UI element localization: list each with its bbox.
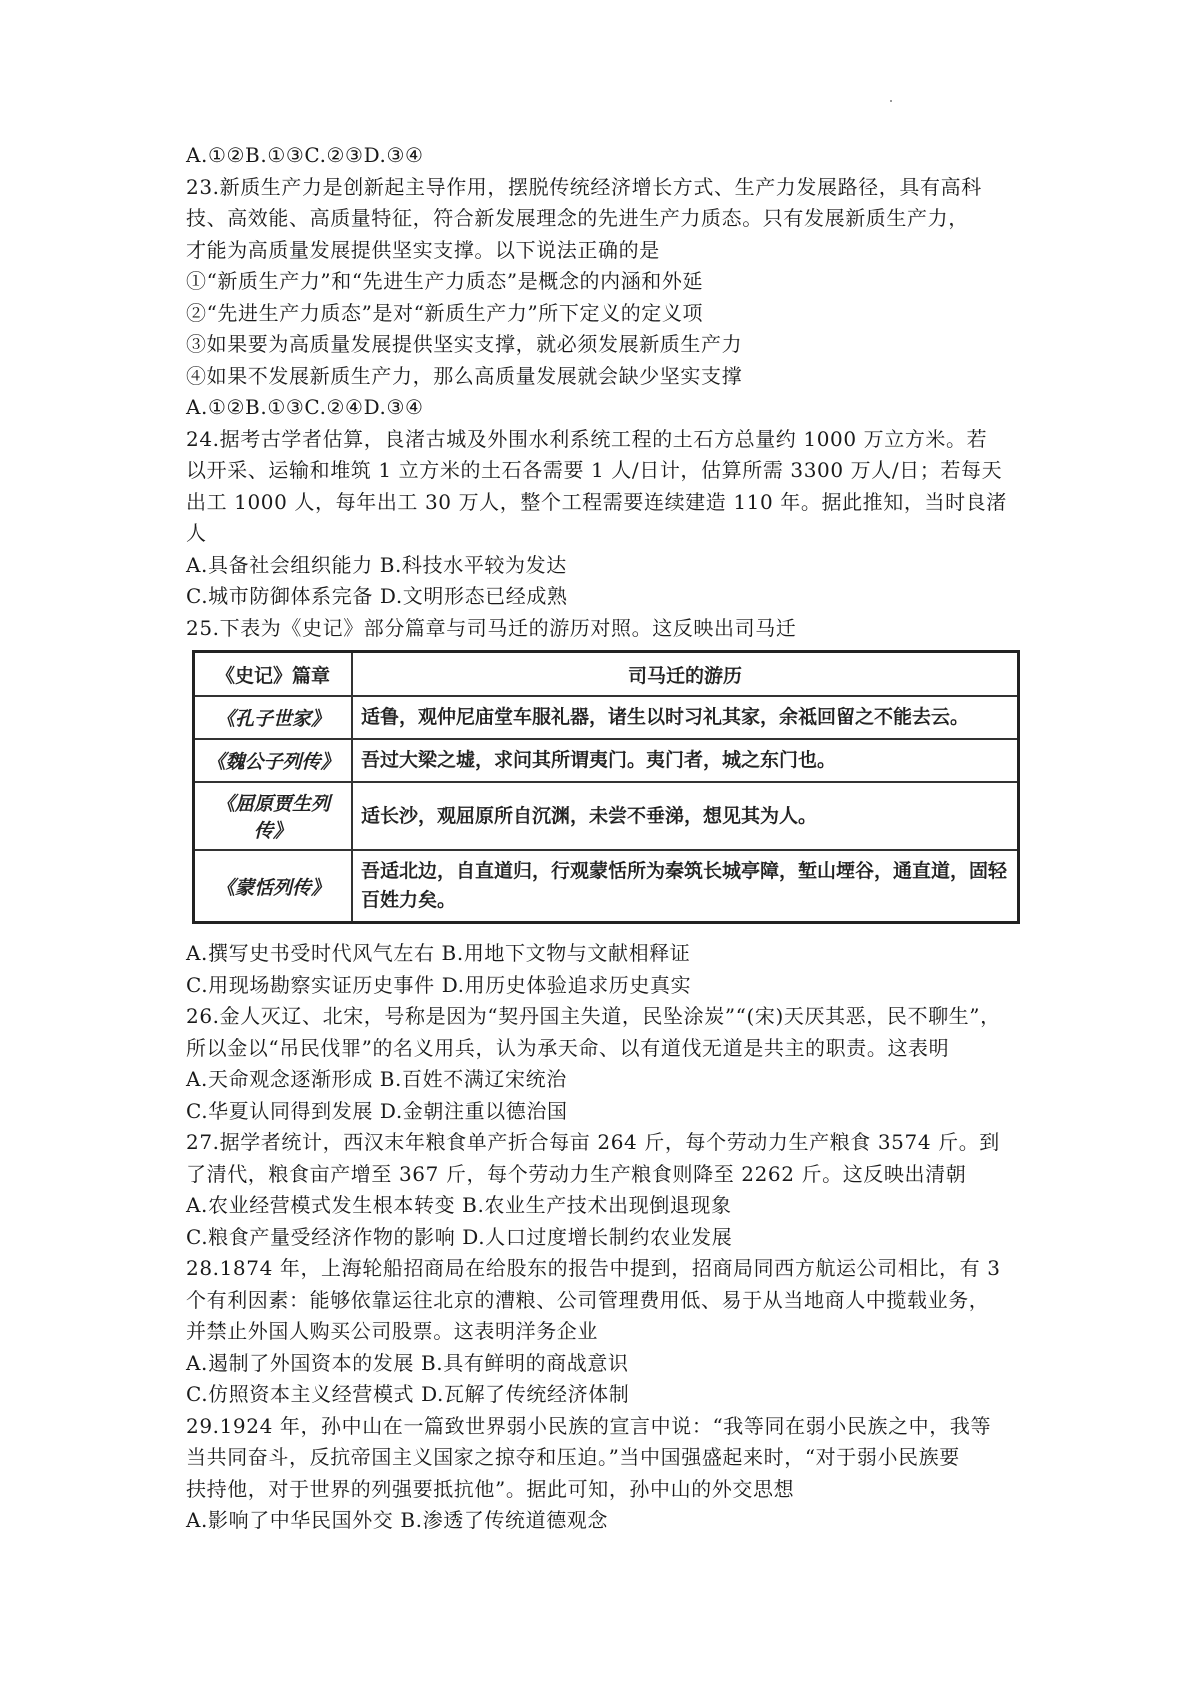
- q26-option-line: A.天命观念逐渐形成 B.百姓不满辽宋统治: [186, 1067, 567, 1091]
- q27-option-line: A.农业经营模式发生根本转变 B.农业生产技术出现倒退现象: [186, 1193, 732, 1217]
- q23-stem-line: 才能为高质量发展提供坚实支撑。以下说法正确的是: [186, 237, 660, 262]
- q29-stem-line: 当共同奋斗，反抗帝国主义国家之掠夺和压迫。”当中国强盛起来时，“对于弱小民族要: [186, 1445, 960, 1469]
- q22-options: A.①②B.①③C.②③D.③④: [186, 143, 424, 167]
- table-cell-travel: 吾过大梁之墟，求问其所谓夷门。夷门者，城之东门也。: [352, 739, 1019, 782]
- table-row: [194, 696, 1019, 739]
- q27-stem-line: 27.据学者统计，西汉末年粮食单产折合每亩 264 斤，每个劳动力生产粮食 3574 斤。到: [186, 1130, 1000, 1154]
- table-cell-chapter: 《蒙恬列传》: [194, 850, 353, 923]
- table-cell-travel: 吾适北边，自直道归，行观蒙恬所为秦筑长城亭障，堑山堙谷，通直道，固轻百姓力矣。: [352, 850, 1019, 923]
- table-row: [194, 850, 1019, 923]
- table-header-cell: 《史记》篇章: [194, 652, 353, 697]
- shiji-travel-table: [192, 650, 1020, 924]
- q29-stem-line: 29.1924 年，孙中山在一篇致世界弱小民族的宣言中说：“我等同在弱小民族之中，我等: [186, 1413, 992, 1438]
- table-row: [194, 782, 1019, 850]
- table-row: [194, 739, 1019, 782]
- q24-stem-line: 以开采、运输和堆筑 1 立方米的土石各需要 1 人/日计，估算所需 3300 万人/日；若每天: [186, 458, 1003, 482]
- q27-option-line: C.粮食产量受经济作物的影响 D.人口过度增长制约农业发展: [186, 1224, 733, 1249]
- q23-item: ①“新质生产力”和“先进生产力质态”是概念的内涵和外延: [186, 269, 704, 293]
- q28-option-line: A.遏制了外国资本的发展 B.具有鲜明的商战意识: [186, 1350, 629, 1375]
- q24-stem-line: 出工 1000 人，每年出工 30 万人，整个工程需要连续建造 110 年。据此推知，当时良渚: [186, 489, 1007, 514]
- question-23: [186, 172, 1036, 424]
- q25-option-line: C.用现场勘察实证历史事件 D.用历史体验追求历史真实: [186, 972, 692, 997]
- q23-stem-line: 技、高效能、高质量特征，符合新发展理念的先进生产力质态。只有发展新质生产力，: [186, 206, 969, 230]
- q23-stem-line: 23.新质生产力是创新起主导作用，摆脱传统经济增长方式、生产力发展路径，具有高科: [186, 174, 982, 199]
- q24-stem-line: 24.据考古学者估算，良渚古城及外围水利系统工程的土石方总量约 1000 万立方米。若: [186, 426, 988, 451]
- table-header-row: [194, 652, 1019, 697]
- q27-stem-line: 了清代，粮食亩产增至 367 斤，每个劳动力生产粮食则降至 2262 斤。这反映出清朝: [186, 1161, 967, 1186]
- q24-option-line: A.具备社会组织能力 B.科技水平较为发达: [186, 552, 567, 577]
- shiji-table-wrap: [192, 650, 1036, 924]
- q23-item: ④如果不发展新质生产力，那么高质量发展就会缺少坚实支撑: [186, 363, 743, 388]
- q24-stem-line: 人: [186, 521, 207, 545]
- q23-item: ②“先进生产力质态”是对“新质生产力”所下定义的定义项: [186, 300, 704, 325]
- q23-options: A.①②B.①③C.②④D.③④: [186, 395, 424, 419]
- q26-option-line: C.华夏认同得到发展 D.金朝注重以德治国: [186, 1098, 568, 1123]
- table-cell-travel: 适长沙，观屈原所自沉渊，未尝不垂涕，想见其为人。: [352, 782, 1019, 850]
- q29-stem-line: 扶持他，对于世界的列强要抵抗他”。据此可知，孙中山的外交思想: [186, 1476, 795, 1501]
- question-28: [186, 1253, 1036, 1411]
- q26-stem-line: 所以金以“吊民伐罪”的名义用兵，认为承天命、以有道伐无道是共主的职责。这表明: [186, 1035, 950, 1060]
- q23-item: ③如果要为高质量发展提供坚实支撑，就必须发展新质生产力: [186, 332, 743, 356]
- q24-option-line: C.城市防御体系完备 D.文明形态已经成熟: [186, 584, 568, 608]
- q25-option-line: A.撰写史书受时代风气左右 B.用地下文物与文献相释证: [186, 941, 691, 965]
- table-header-cell: 司马迁的游历: [352, 652, 1019, 697]
- q28-stem-line: 并禁止外国人购买公司股票。这表明洋务企业: [186, 1319, 598, 1343]
- q28-stem-line: 28.1874 年，上海轮船招商局在给股东的报告中提到，招商局同西方航运公司相比，有 3: [186, 1256, 1001, 1280]
- question-24: [186, 424, 1036, 613]
- table-cell-chapter: 《屈原贾生列传》: [194, 782, 353, 850]
- table-cell-travel: 适鲁，观仲尼庙堂车服礼器，诸生以时习礼其家，余祗回留之不能去云。: [352, 696, 1019, 739]
- table-cell-chapter: 《魏公子列传》: [194, 739, 353, 782]
- q26-stem-line: 26.金人灭辽、北宋，号称是因为“契丹国主失道，民坠涂炭”“(宋)天厌其恶，民不聊生”，: [186, 1004, 1001, 1028]
- question-27: [186, 1127, 1036, 1253]
- q28-option-line: C.仿照资本主义经营模式 D.瓦解了传统经济体制: [186, 1382, 630, 1406]
- q28-stem-line: 个有利因素：能够依靠运往北京的漕粮、公司管理费用低、易于从当地商人中揽载业务，: [186, 1287, 990, 1312]
- q29-option-line: A.影响了中华民国外交 B.渗透了传统道德观念: [186, 1508, 609, 1532]
- table-cell-chapter: 《孔子世家》: [194, 696, 353, 739]
- question-26: [186, 1001, 1036, 1127]
- q25-stem: 25.下表为《史记》部分篇章与司马迁的游历对照。这反映出司马迁: [186, 615, 797, 640]
- question-25: [186, 613, 1036, 1002]
- question-29: [186, 1411, 1036, 1537]
- exam-page: [186, 140, 1036, 1537]
- scan-speck: [890, 100, 892, 102]
